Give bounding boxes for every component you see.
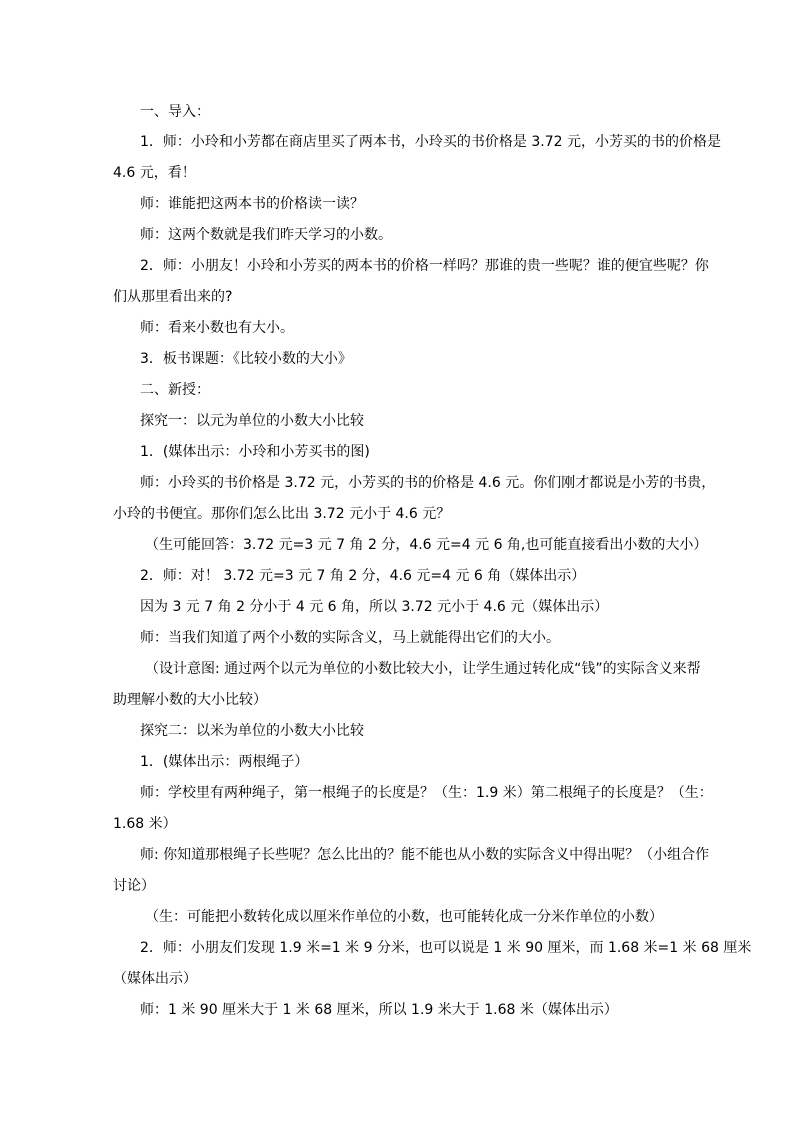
text-line: 师: 你知道那根绳子长些呢？怎么比出的？能不能也从小数的实际含义中得出呢？（小组合作 (140, 847, 710, 863)
text-line: 助理解小数的大小比较） (113, 692, 267, 708)
section-heading-intro: 一、导入： (140, 104, 210, 120)
text-line: 因为 3 元 7 角 2 分小于 4 元 6 角，所以 3.72 元小于 4.6 元（媒体出示） (140, 599, 609, 615)
subheading-explore-2: 探究二：以米为单位的小数大小比较 (140, 723, 364, 739)
subheading-explore-1: 探究一：以元为单位的小数大小比较 (140, 413, 364, 429)
text-line: 4.6 元，看！ (113, 165, 196, 181)
text-line: 师：当我们知道了两个小数的实际含义，马上就能得出它们的大小。 (140, 630, 560, 646)
text-line: 1．(媒体出示：两根绳子） (140, 754, 309, 770)
text-line: 讨论） (113, 878, 155, 894)
text-line: 2．师：小朋友们发现 1.9 米=1 米 9 分米，也可以说是 1 米 90 厘米，而 1.68 米=1 米 68 厘米 (140, 940, 752, 956)
text-line: 2．师：对！ 3.72 元=3 元 7 角 2 分，4.6 元=4 元 6 角（媒体出示） (140, 568, 586, 584)
text-line: 师：1 米 90 厘米大于 1 米 68 厘米，所以 1.9 米大于 1.68 米（媒体出示） (140, 1002, 618, 1018)
section-heading-new: 二、新授： (140, 382, 210, 398)
text-line: 师：小玲买的书价格是 3.72 元，小芳买的书的价格是 4.6 元。你们刚才都说是小芳的书贵， (140, 475, 716, 491)
text-line: 师：学校里有两种绳子，第一根绳子的长度是？（生：1.9 米）第二根绳子的长度是？（生： (140, 785, 713, 801)
text-line: 师：看来小数也有大小。 (140, 320, 294, 336)
text-line: （媒体出示） (113, 971, 197, 987)
text-line: 小玲的书便宜。那你们怎么比出 3.72 元小于 4.6 元？ (113, 506, 451, 522)
text-line: （生：可能把小数转化成以厘米作单位的小数，也可能转化成一分米作单位的小数） (145, 909, 663, 925)
text-line: 1．(媒体出示：小玲和小芳买书的图) (140, 444, 370, 460)
text-line: 1．师：小玲和小芳都在商店里买了两本书，小玲买的书价格是 3.72 元，小芳买的书的价格是 (140, 134, 721, 150)
text-line: （设计意图: 通过两个以元为单位的小数比较大小，让学生通过转化成“钱”的实际含义来帮 (145, 661, 701, 677)
text-line: （生可能回答：3.72 元=3 元 7 角 2 分，4.6 元=4 元 6 角,也可能直接看出小数的大小） (145, 537, 708, 553)
text-line: 2．师：小朋友！小玲和小芳买的两本书的价格一样吗？那谁的贵一些呢？谁的便宜些呢？你 (140, 258, 709, 274)
text-line: 3．板书课题：《比较小数的大小》 (140, 351, 352, 367)
text-line: 1.68 米） (113, 816, 177, 832)
text-line: 们从那里看出来的? (113, 289, 233, 305)
text-line: 师：谁能把这两本书的价格读一读？ (140, 196, 364, 212)
text-line: 师：这两个数就是我们昨天学习的小数。 (140, 227, 392, 243)
